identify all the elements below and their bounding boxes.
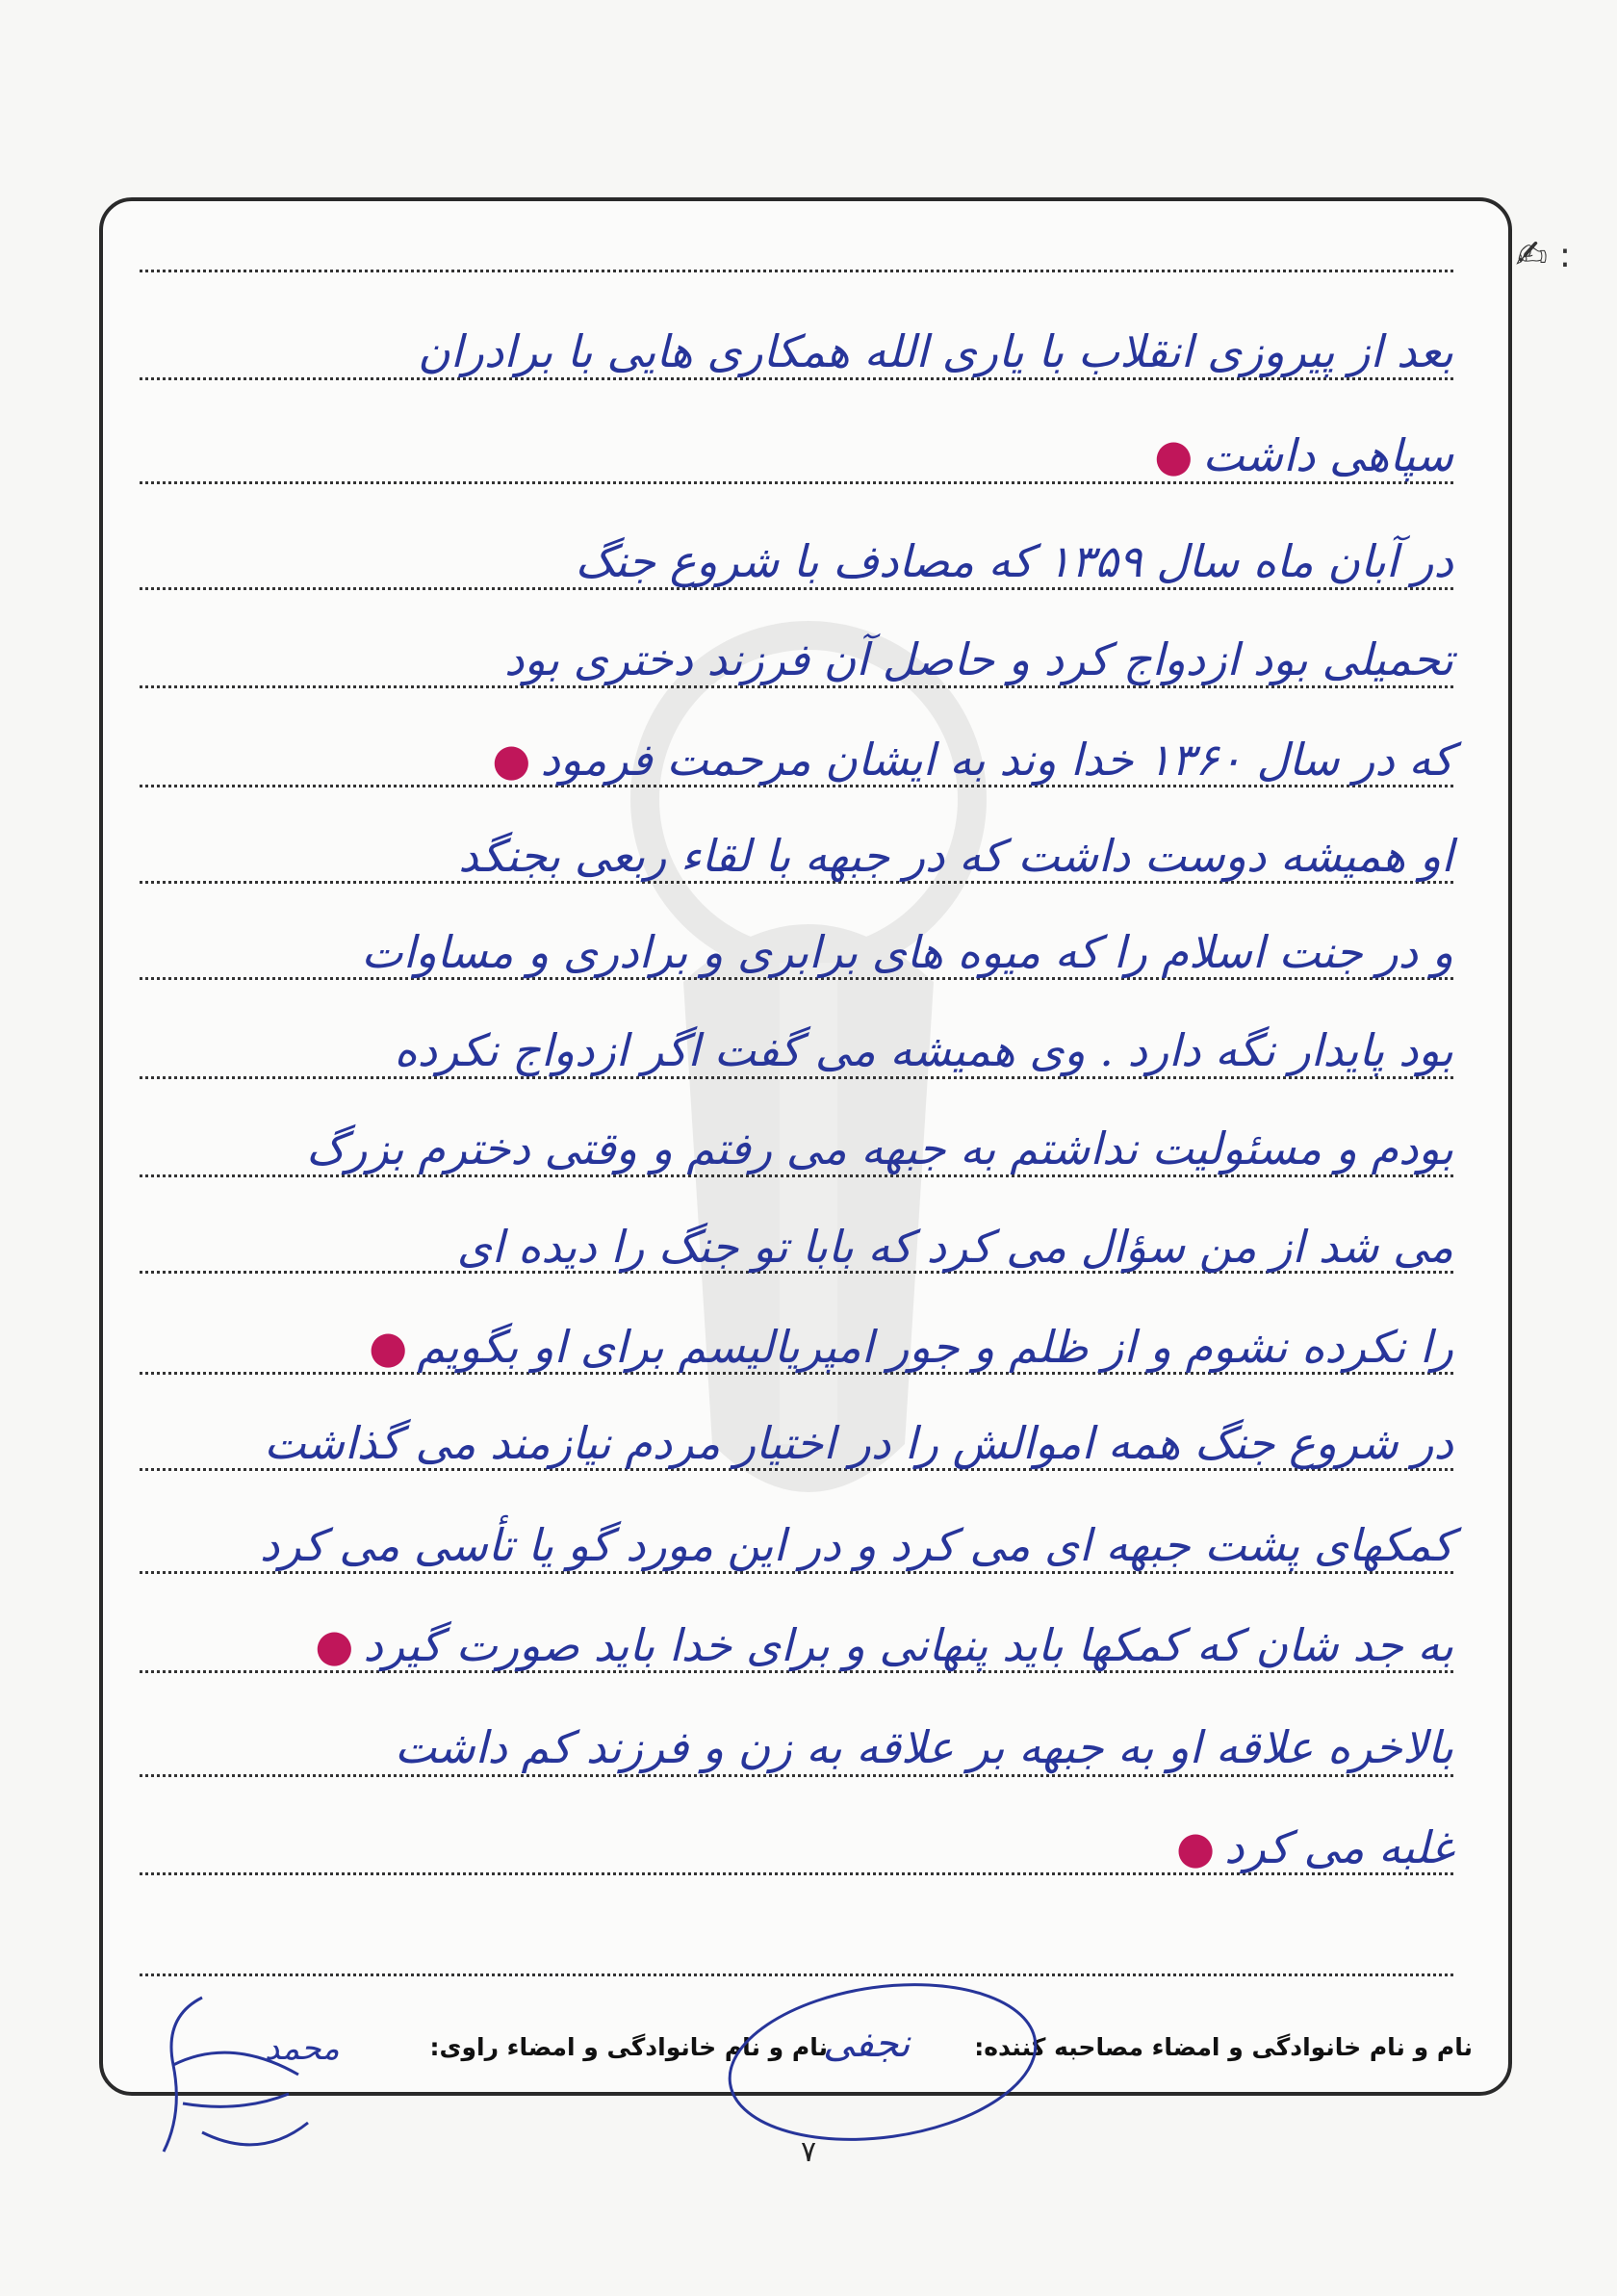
narrator-label: نام و نام خانوادگی و امضاء راوی: bbox=[429, 2033, 828, 2061]
period-mark: ● bbox=[315, 1619, 354, 1671]
interviewer-signature: نجفی bbox=[823, 2022, 911, 2066]
ruled-line bbox=[140, 1076, 1453, 1079]
period-mark: ● bbox=[369, 1321, 408, 1373]
narrator-signature: محمد bbox=[265, 2029, 340, 2068]
period-mark: ● bbox=[1154, 429, 1194, 481]
heading-colon: : bbox=[1558, 236, 1571, 275]
handwritten-line: او همیشه دوست داشت که در جبهه با لقاء ربعی بجنگد bbox=[458, 830, 1453, 882]
handwritten-line bbox=[1144, 429, 1453, 481]
page-number: ۷ bbox=[800, 2135, 817, 2169]
ruled-line bbox=[140, 587, 1453, 590]
ruled-line bbox=[140, 1571, 1453, 1574]
handwritten-line bbox=[482, 734, 1453, 786]
handwritten-line bbox=[305, 1619, 1453, 1671]
ruled-line bbox=[140, 1774, 1453, 1777]
handwritten-line bbox=[1167, 1821, 1453, 1873]
handwritten-line: در شروع جنگ همه اموالش را در اختیار مردم نیازمند می گذاشت bbox=[264, 1417, 1453, 1469]
handwritten-line: و در جنت اسلام را که میوه های برابری و برادری و مساوات bbox=[361, 926, 1453, 978]
handwritten-line-text: سپاهی داشت bbox=[1202, 429, 1453, 481]
ruled-line bbox=[140, 377, 1453, 380]
handwritten-line-text: که در سال ۱۳۶۰ خدا وند به ایشان مرحمت فرمود bbox=[540, 734, 1453, 786]
period-mark: ● bbox=[492, 734, 531, 786]
handwritten-line: می شد از من سؤال می کرد که بابا تو جنگ را دیده ای bbox=[456, 1221, 1453, 1273]
handwritten-line-text: غلبه می کرد bbox=[1224, 1821, 1453, 1873]
pen-icon: ✍ bbox=[1515, 233, 1548, 277]
handwritten-line bbox=[359, 1321, 1453, 1373]
interviewer-label: نام و نام خانوادگی و امضاء مصاحبه کننده: bbox=[974, 2033, 1473, 2061]
handwritten-line: بودم و مسئولیت نداشتم به جبهه می رفتم و وقتی دخترم بزرگ bbox=[306, 1122, 1453, 1174]
handwritten-line: در آبان ماه سال ۱۳۵۹ که مصادف با شروع جنگ bbox=[575, 535, 1453, 587]
ruled-line bbox=[140, 1174, 1453, 1177]
handwritten-line-text: به جد شان که کمکها باید پنهانی و برای خدا باید صورت گیرد bbox=[363, 1619, 1453, 1671]
handwritten-line: بالاخره علاقه او به جبهه بر علاقه به زن و فرزند کم داشت bbox=[394, 1721, 1453, 1773]
ruled-line bbox=[140, 685, 1453, 688]
period-mark: ● bbox=[1176, 1821, 1216, 1873]
handwritten-line: بعد از پیروزی انقلاب با یاری الله همکاری هایی با برادران bbox=[418, 325, 1453, 377]
handwritten-line: کمکهای پشت جبهه ای می کرد و در این مورد گو یا تأسی می کرد bbox=[259, 1519, 1453, 1571]
handwritten-line: تحمیلی بود ازدواج کرد و حاصل آن فرزند دختری بود bbox=[503, 633, 1453, 685]
handwritten-line-text: را نکرده نشوم و از ظلم و جور امپریالیسم برای او بگویم bbox=[417, 1321, 1453, 1373]
ruled-line bbox=[140, 481, 1453, 484]
ruled-line bbox=[140, 270, 1453, 272]
handwritten-line: بود پایدار نگه دارد . وی همیشه می گفت اگر ازدواج نکرده bbox=[394, 1024, 1453, 1076]
